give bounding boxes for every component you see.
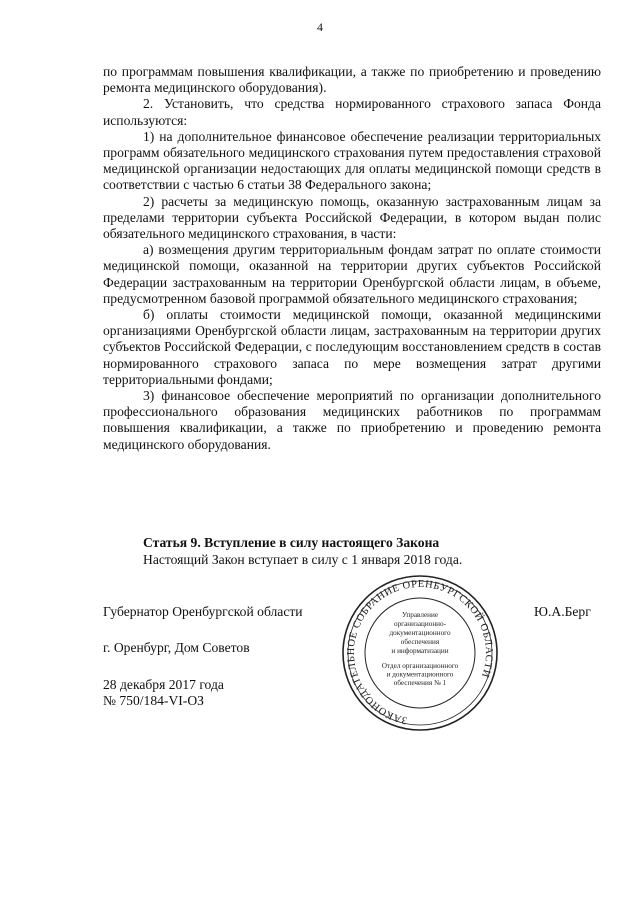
article-title: Статья 9. Вступление в силу настоящего Закона	[143, 535, 440, 550]
page-number: 4	[317, 20, 323, 34]
seal-inner-line: документационного	[389, 629, 451, 637]
paragraph: 3) финансовое обеспечение мероприятий по организации дополнительного профессионального образования медицинских работников по программам повышения квалификации, а также по приобретению и проведению ремонта медицинского оборудования.	[103, 388, 601, 452]
official-seal	[340, 573, 500, 733]
signatory-name: Ю.А.Берг	[534, 604, 591, 619]
seal-inner-line: организационно-	[393, 620, 447, 628]
signatory-position: Губернатор Оренбургской области	[103, 604, 303, 619]
paragraph: а) возмещения другим территориальным фондам затрат по оплате стоимости медицинской помощи, оказанной на территории других субъектов Российской Федерации застрахованным на территории Оренбургской области лицам, в объеме, предусмотренном базовой программой обязательного медицинского страхования;	[103, 242, 601, 306]
seal-sub-line: обеспечения № 1	[393, 679, 447, 687]
seal-inner-line: и информатизации	[391, 647, 449, 655]
paragraph: б) оплаты стоимости медицинской помощи, оказанной медицинскими организациями Оренбургской области лицам, застрахованным на территории других субъектов Российской Федерации, с последующим восстановлением средств в состав нормированного страхового запаса по мере возмещения затрат другими территориальными фондами;	[103, 307, 601, 387]
paragraph: 2) расчеты за медицинскую помощь, оказанную застрахованным лицам за пределами территории субъекта Российской Федерации, в котором выдан полис обязательного медицинского страхования, в части:	[103, 193, 601, 242]
seal-sub-line: Отдел организационного	[381, 662, 459, 670]
paragraph: 1) на дополнительное финансовое обеспечение реализации территориальных программ обязательного медицинского страхования путем предоставления страховой медицинской организации недостающих для оплаты медицинской помощи средств в соответствии с частью 6 статьи 38 Федерального закона;	[103, 128, 601, 193]
seal-graphic	[340, 573, 500, 733]
paragraph: 2. Установить, что средства нормированного страхового запаса Фонда используются:	[103, 96, 601, 128]
document-body	[103, 64, 601, 453]
seal-sub-line: и документационного	[386, 670, 454, 679]
signing-date: 28 декабря 2017 года	[103, 677, 224, 692]
signing-place: г. Оренбург, Дом Советов	[103, 640, 250, 655]
seal-inner-line: Управление	[401, 611, 439, 619]
law-number: № 750/184-VI-ОЗ	[103, 693, 204, 708]
paragraph: по программам повышения квалификации, а также по приобретению и проведению ремонта медицинского оборудования).	[103, 64, 601, 96]
seal-inner-line: обеспечения	[400, 638, 440, 646]
article-text: Настоящий Закон вступает в силу с 1 января 2018 года.	[143, 552, 463, 567]
seal-outer-text: ЗАКОНОДАТЕЛЬНОЕ СОБРАНИЕ ОРЕНБУРГСКОЙ ОБЛАСТИ	[345, 578, 495, 726]
